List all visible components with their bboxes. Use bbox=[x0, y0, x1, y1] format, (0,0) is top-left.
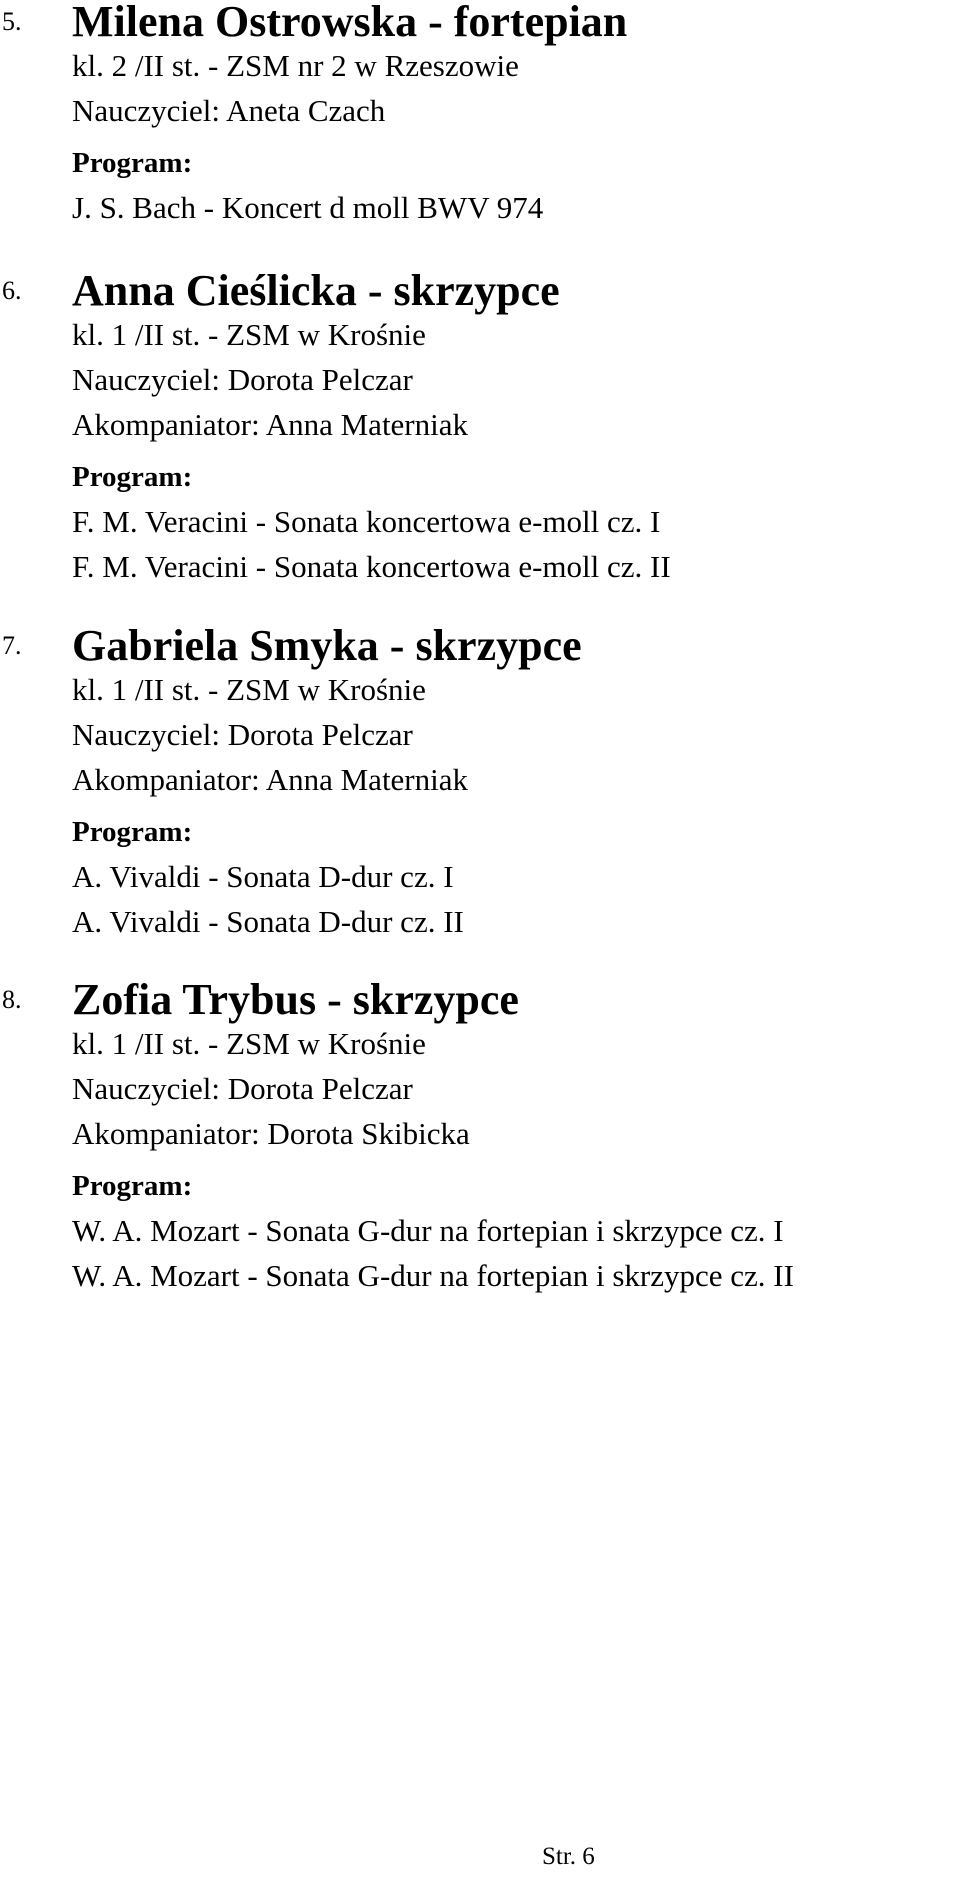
teacher-info: Nauczyciel: Dorota Pelczar bbox=[72, 717, 413, 752]
performer-name: Zofia Trybus - skrzypce bbox=[72, 975, 519, 1024]
performer-name: Milena Ostrowska - fortepian bbox=[72, 0, 628, 46]
page-number: Str. 6 bbox=[542, 1843, 595, 1870]
teacher-info: Nauczyciel: Dorota Pelczar bbox=[72, 1071, 413, 1106]
entry-number: 7. bbox=[2, 631, 22, 660]
class-info: kl. 1 /II st. - ZSM w Krośnie bbox=[72, 317, 426, 352]
program-label: Program: bbox=[72, 147, 193, 179]
teacher-info: Nauczyciel: Aneta Czach bbox=[72, 93, 386, 128]
program-piece: A. Vivaldi - Sonata D-dur cz. II bbox=[72, 904, 464, 939]
program-piece: J. S. Bach - Koncert d moll BWV 974 bbox=[72, 190, 544, 225]
class-info: kl. 2 /II st. - ZSM nr 2 w Rzeszowie bbox=[72, 48, 519, 83]
accompanist-info: Akompaniator: Anna Materniak bbox=[72, 762, 469, 797]
accompanist-info: Akompaniator: Dorota Skibicka bbox=[72, 1116, 470, 1151]
teacher-info: Nauczyciel: Dorota Pelczar bbox=[72, 362, 413, 397]
program-entry-8 bbox=[0, 975, 960, 1308]
program-piece: F. M. Veracini - Sonata koncertowa e-moll cz. I bbox=[72, 504, 661, 539]
entry-number: 6. bbox=[2, 276, 22, 305]
program-entry-6 bbox=[0, 266, 960, 599]
class-info: kl. 1 /II st. - ZSM w Krośnie bbox=[72, 1026, 426, 1061]
entry-number: 5. bbox=[2, 7, 22, 36]
performer-name: Gabriela Smyka - skrzypce bbox=[72, 621, 582, 670]
program-label: Program: bbox=[72, 461, 193, 493]
program-piece: F. M. Veracini - Sonata koncertowa e-moll cz. II bbox=[72, 549, 671, 584]
program-label: Program: bbox=[72, 1170, 193, 1202]
program-piece: W. A. Mozart - Sonata G-dur na fortepian i skrzypce cz. I bbox=[72, 1213, 784, 1248]
accompanist-info: Akompaniator: Anna Materniak bbox=[72, 407, 469, 442]
class-info: kl. 1 /II st. - ZSM w Krośnie bbox=[72, 672, 426, 707]
program-piece: W. A. Mozart - Sonata G-dur na fortepian i skrzypce cz. II bbox=[72, 1258, 794, 1293]
performer-name: Anna Cieślicka - skrzypce bbox=[72, 266, 560, 315]
program-label: Program: bbox=[72, 816, 193, 848]
program-piece: A. Vivaldi - Sonata D-dur cz. I bbox=[72, 859, 454, 894]
program-entry-5 bbox=[0, 0, 960, 240]
program-entry-7 bbox=[0, 621, 960, 954]
entry-number: 8. bbox=[2, 985, 22, 1014]
